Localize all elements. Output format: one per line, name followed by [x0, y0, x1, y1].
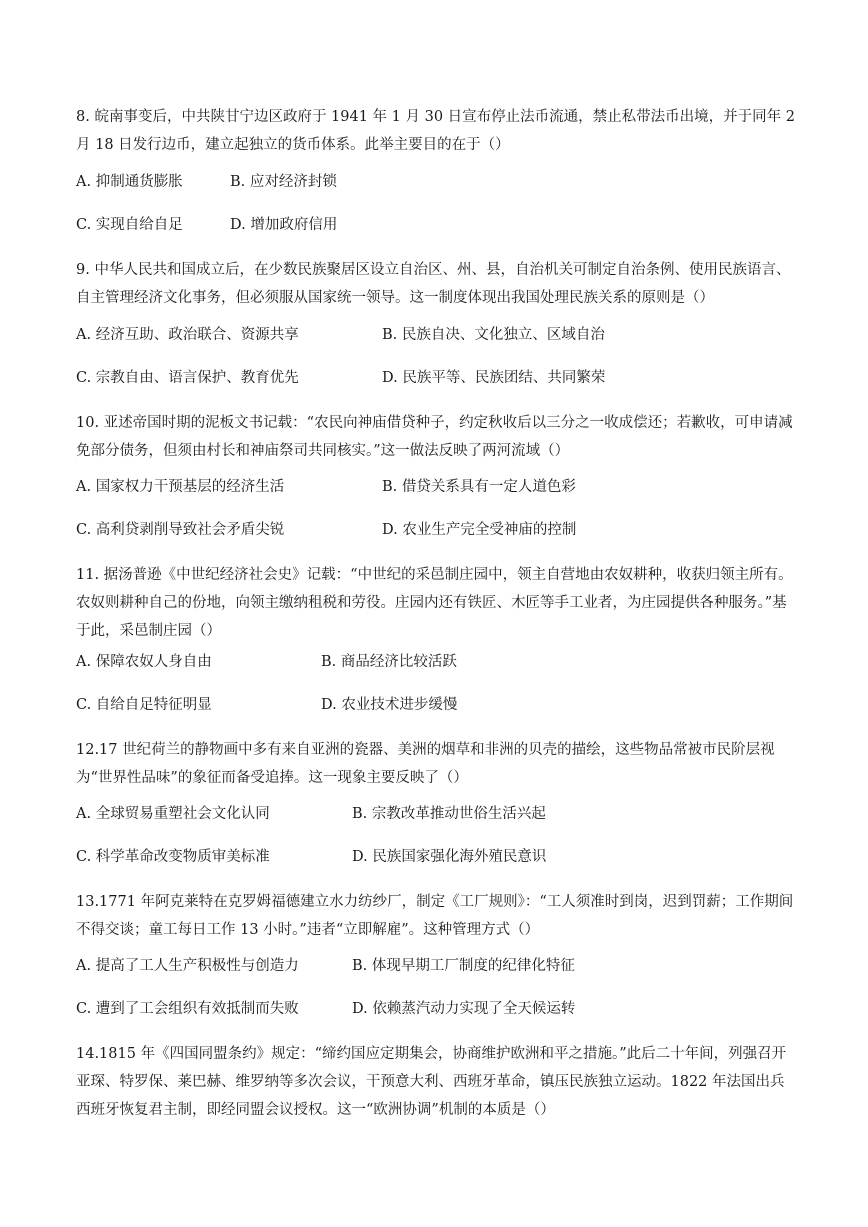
- option-a[interactable]: A. 提高了工人生产积极性与创造力: [76, 958, 299, 974]
- question-12-stem: 12.17 世纪荷兰的静物画中多有来自亚洲的瓷器、美洲的烟草和非洲的贝壳的描绘，这些物品常被市民阶层视为“世界性品味”的象征而备受追捧。这一现象主要反映了（）: [76, 742, 775, 786]
- option-c[interactable]: C. 高利贷剥削导致社会矛盾尖锐: [76, 522, 285, 538]
- option-a[interactable]: A. 抑制通货膨胀: [76, 174, 183, 190]
- option-b[interactable]: B. 应对经济封锁: [230, 174, 337, 190]
- question-8-options-row-1: [76, 172, 796, 192]
- question-10-options-row-1: [76, 477, 796, 497]
- option-d[interactable]: D. 民族国家强化海外殖民意识: [352, 849, 547, 865]
- option-c[interactable]: C. 自给自足特征明显: [76, 697, 212, 713]
- option-a[interactable]: A. 经济互助、政治联合、资源共享: [76, 327, 299, 343]
- option-a[interactable]: A. 保障农奴人身自由: [76, 654, 212, 670]
- option-b[interactable]: B. 体现早期工厂制度的纪律化特征: [352, 958, 575, 974]
- question-13-options-row-1: [76, 956, 796, 976]
- option-a[interactable]: A. 全球贸易重塑社会文化认同: [76, 806, 270, 822]
- option-d[interactable]: D. 农业技术进步缓慢: [321, 697, 458, 713]
- question-9-options-row-1: [76, 325, 796, 345]
- option-b[interactable]: B. 借贷关系具有一定人道色彩: [382, 479, 576, 495]
- question-13-stem: 13.1771 年阿克莱特在克罗姆福德建立水力纺纱厂，制定《工厂规则》：“工人须准时到岗，迟到罚薪；工作期间不得交谈；童工每日工作 13 小时。”违者“立即解雇”。这种管理方式（）: [76, 894, 794, 938]
- option-d[interactable]: D. 民族平等、民族团结、共同繁荣: [382, 370, 606, 386]
- question-12-options-row-2: [76, 847, 796, 867]
- option-b[interactable]: B. 宗教改革推动世俗生活兴起: [352, 806, 546, 822]
- option-c[interactable]: C. 宗教自由、语言保护、教育优先: [76, 370, 299, 386]
- question-10-options-row-2: [76, 520, 796, 540]
- option-c[interactable]: C. 科学革命改变物质审美标准: [76, 849, 270, 865]
- question-11-options-row-2: [76, 695, 796, 715]
- option-b[interactable]: B. 商品经济比较活跃: [321, 654, 457, 670]
- question-11-stem: 11. 据汤普逊《中世纪经济社会史》记载：“中世纪的采邑制庄园中，领主自营地由农奴耕种，收获归领主所有。农奴则耕种自己的份地，向领主缴纳租税和劳役。庄园内还有铁匠、木匠等手工业者，为庄园提供各种服务。”基于此，采邑制庄园（）: [76, 567, 793, 639]
- option-a[interactable]: A. 国家权力干预基层的经济生活: [76, 479, 285, 495]
- question-9-options-row-2: [76, 368, 796, 388]
- option-c[interactable]: C. 遭到了工会组织有效抵制而失败: [76, 1001, 299, 1017]
- option-d[interactable]: D. 农业生产完全受神庙的控制: [382, 522, 577, 538]
- question-13-options-row-2: [76, 999, 796, 1019]
- option-d[interactable]: D. 依赖蒸汽动力实现了全天候运转: [352, 1001, 576, 1017]
- question-11-options-row-1: [76, 652, 796, 672]
- question-10-stem: 10. 亚述帝国时期的泥板文书记载：“农民向神庙借贷种子，约定秋收后以三分之一收成偿还；若歉收，可申请减免部分债务，但须由村长和神庙祭司共同核实。”这一做法反映了两河流域（）: [76, 415, 793, 459]
- question-12-options-row-1: [76, 804, 796, 824]
- option-c[interactable]: C. 实现自给自足: [76, 217, 183, 233]
- option-b[interactable]: B. 民族自决、文化独立、区域自治: [382, 327, 605, 343]
- question-8-options-row-2: [76, 215, 796, 235]
- question-14-stem: 14.1815 年《四国同盟条约》规定：“缔约国应定期集会，协商维护欧洲和平之措施。”此后二十年间，列强召开亚琛、特罗保、莱巴赫、维罗纳等多次会议，干预意大利、西班牙革命，镇压民族独立运动。1822 年法国出兵西班牙恢复君主制，即经同盟会议授权。这一“欧洲协调”机制的本质是（）: [76, 1046, 787, 1118]
- option-d[interactable]: D. 增加政府信用: [230, 217, 338, 233]
- question-9-stem: 9. 中华人民共和国成立后，在少数民族聚居区设立自治区、州、县，自治机关可制定自治条例、使用民族语言、自主管理经济文化事务，但必须服从国家统一领导。这一制度体现出我国处理民族关系的原则是（）: [76, 262, 791, 306]
- question-8-stem: 8. 皖南事变后，中共陕甘宁边区政府于 1941 年 1 月 30 日宣布停止法币流通，禁止私带法币出境，并于同年 2 月 18 日发行边币，建立起独立的货币体系。此举主要目的在于（）: [76, 109, 796, 153]
